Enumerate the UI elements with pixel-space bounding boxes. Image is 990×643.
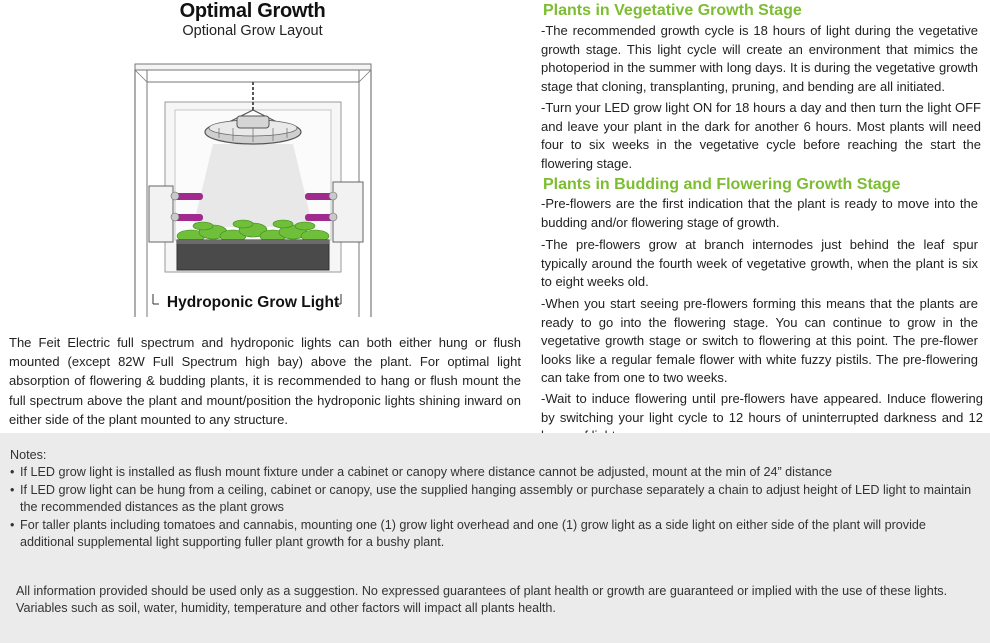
disclaimer-line: Variables such as soil, water, humidity, temperature and other factors will impact all plants health. [16, 601, 556, 616]
vegetative-paragraph-2: -Turn your LED grow light ON for 18 hours a day and then turn the light OFF and leave your plant in the dark for another 6 hours. Most plants will need four to six weeks in the vegetative cycle before reaching the start the flowering stage. [541, 100, 981, 171]
flowering-paragraph-3: -When you start seeing pre-flowers forming this means that the plants are ready to go into the flowering stage. You can continue to grow in the vegetative growth stage or switch to flowering at this point. The pre-flower looks like a regular female flower with white fuzzy pistils. The pre-flowering can take from one to two weeks. [541, 296, 978, 386]
flowering-paragraph-4: -Wait to induce flowering until pre-flowers have appeared. Induce flowering by switching your light cycle to 12 hours of uninterrupted darkness and 12 [541, 391, 983, 425]
disclaimer-line: All information provided should be used only as a suggestion. No expressed guarantees of plant health or growth are guaranteed or implied with the use of these lights. [16, 584, 948, 598]
vegetative-paragraph-1: -The recommended growth cycle is 18 hours of light during the vegetative growth stage. This light cycle will create an environment that mimics the photoperiod in the summer with long days. It is during the vegetative growth stage that cloning, transplanting, pruning, and bending are all initiated. [541, 23, 978, 94]
bullet-icon: • [10, 465, 15, 480]
section-heading-vegetative: Plants in Vegetative Growth Stage [543, 2, 802, 19]
note-item [10, 464, 980, 481]
disclaimer [16, 583, 976, 618]
note-text: If LED grow light is installed as flush mount fixture under a cabinet or canopy where distance cannot be adjusted, mount at the min of 24” distance [20, 465, 833, 480]
note-text: If LED grow light can be hung from a ceiling, cabinet or canopy, use the supplied hanging assembly or purchase separately a chain to adjust height of LED light to maintain the recommended distances as the plant grows [20, 482, 972, 515]
notes-panel [0, 433, 990, 643]
section-heading-flowering: Plants in Budding and Flowering Growth Stage [543, 176, 901, 193]
grow-layout-illustration [133, 62, 373, 322]
bullet-icon: • [10, 517, 15, 532]
note-item [10, 517, 980, 552]
page-title: Optimal Growth [179, 0, 326, 22]
note-text: For taller plants including tomatoes and cannabis, mounting one (1) grow light overhead and one (1) grow light as a side light on either side of the plant will provide additional supplemental light supporting fuller plant growth for a bushy plant. [20, 517, 926, 550]
intro-paragraph: The Feit Electric full spectrum and hydroponic lights can both either hung or flush mounted (except 82W Full Spectrum high bay) above the plant. For optimal light absorption of flowering & budding plants, it is recommended to hang or flush mount the full spectrum above the plant and mount/position the hydroponic lights shining inward on either side of the plant mounted to any structure. [9, 335, 521, 427]
note-item [10, 482, 980, 517]
flowering-paragraph-1: -Pre-flowers are the first indication that the plant is ready to move into the budding and/or flowering stage of growth. [541, 196, 978, 230]
grow-layout-diagram [133, 62, 373, 322]
notes-title: Notes: [10, 448, 47, 462]
bullet-icon: • [10, 482, 15, 497]
notes-content [10, 447, 980, 551]
diagram-label: Hydroponic Grow Light [166, 294, 340, 311]
flowering-paragraph-2: -The pre-flowers grow at branch internodes just behind the leaf spur typically around the fourth week of vegetative growth, when the plant is six to eight weeks old. [541, 237, 978, 290]
page-subtitle: Optional Grow Layout [182, 23, 323, 39]
